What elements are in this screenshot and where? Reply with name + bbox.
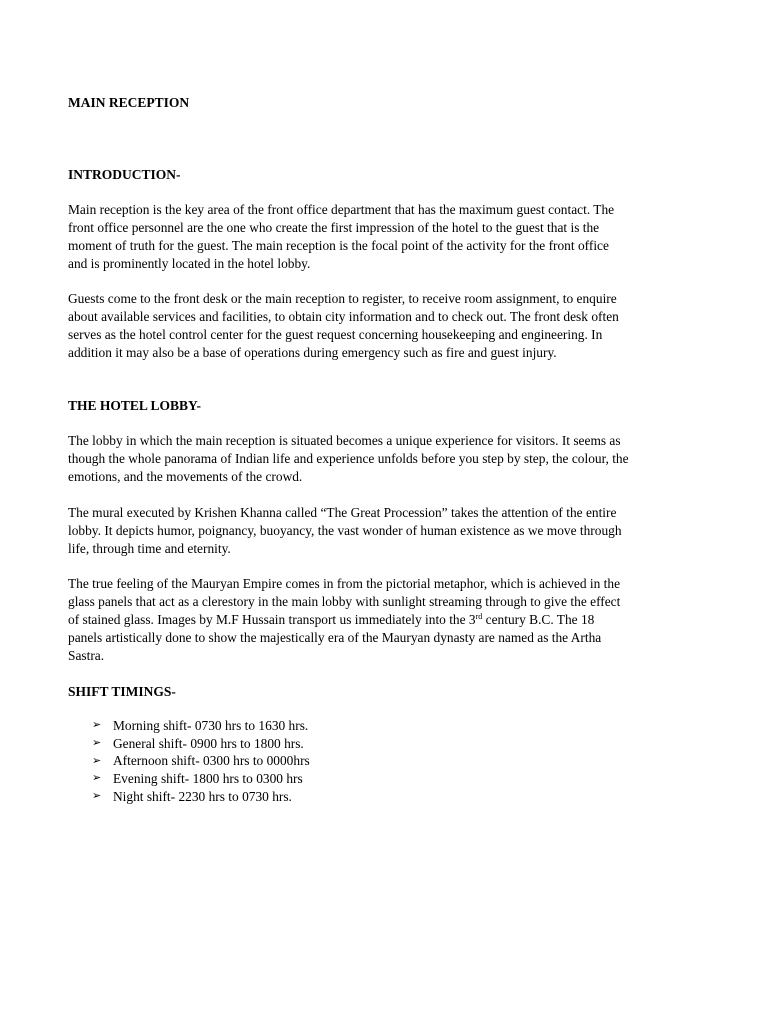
shift-text: Afternoon shift- 0300 hrs to 0000hrs [113,753,310,769]
text-segment: of stained glass. Images by M.F Hussain transport us immediately into the 3 [68,612,476,627]
introduction-paragraph-2 [68,290,704,362]
shift-timings-heading: SHIFT TIMINGS- [68,684,176,699]
shift-timings-list [92,717,310,806]
introduction-heading: INTRODUCTION- [68,167,181,182]
lobby-paragraph-3 [68,575,704,665]
text-line: about available services and facilities, to obtain city information and to check out. The front desk often [68,309,619,324]
list-item [92,788,310,806]
shift-text: Morning shift- 0730 hrs to 1630 hrs. [113,718,309,733]
text-line: Guests come to the front desk or the main reception to register, to receive room assignment, to enquire [68,291,617,306]
text-line: addition it may also be a base of operations during emergency such as fire and guest injury. [68,345,557,360]
lobby-paragraph-2 [68,504,704,558]
arrow-bullet-icon: ➢ [92,719,102,732]
text-line: The mural executed by Krishen Khanna called “The Great Procession” takes the attention of the entire [68,505,617,520]
text-line: serves as the hotel control center for the guest request concerning housekeeping and engineering. In [68,327,603,342]
shift-text: General shift- 0900 hrs to 1800 hrs. [113,735,304,751]
lobby-paragraph-1 [68,432,704,486]
document-title: MAIN RECEPTION [68,95,190,110]
arrow-bullet-icon: ➢ [92,790,102,803]
text-line: front office personnel are the one who create the first impression of the hotel to the guest that is the [68,220,600,235]
text-line: emotions, and the movements of the crowd. [68,469,303,484]
ordinal-superscript: rd [475,612,483,621]
text-line: lobby. It depicts humor, poignancy, buoyancy, the vast wonder of human existence as we move through [68,523,622,538]
hotel-lobby-heading: THE HOTEL LOBBY- [68,398,202,413]
text-line: moment of truth for the guest. The main reception is the focal point of the activity for the front office [68,238,609,253]
text-segment: century B.C. The 18 [482,612,595,627]
text-line [68,611,704,629]
text-line: though the whole panorama of Indian life and experience unfolds before you step by step, the colour, the [68,451,629,466]
text-line: life, through time and eternity. [68,541,231,556]
list-item [92,770,310,788]
arrow-bullet-icon: ➢ [92,754,102,767]
shift-text: Evening shift- 1800 hrs to 0300 hrs [113,771,303,787]
list-item [92,717,310,735]
text-line: panels artistically done to show the majestically era of the Mauryan dynasty are named as the Artha [68,630,602,645]
list-item [92,735,310,753]
arrow-bullet-icon: ➢ [92,737,102,750]
text-line: The lobby in which the main reception is situated becomes a unique experience for visitors. It seems as [68,433,621,448]
text-line: Main reception is the key area of the front office department that has the maximum guest contact. The [68,202,615,217]
text-line: Sastra. [68,648,105,663]
introduction-paragraph-1 [68,201,704,273]
text-line: and is prominently located in the hotel lobby. [68,256,311,271]
shift-text: Night shift- 2230 hrs to 0730 hrs. [113,788,292,804]
text-line: The true feeling of the Mauryan Empire comes in from the pictorial metaphor, which is achieved in the [68,576,621,591]
arrow-bullet-icon: ➢ [92,772,102,785]
list-item [92,752,310,770]
text-line: glass panels that act as a clerestory in the main lobby with sunlight streaming through to give the effect [68,594,621,609]
